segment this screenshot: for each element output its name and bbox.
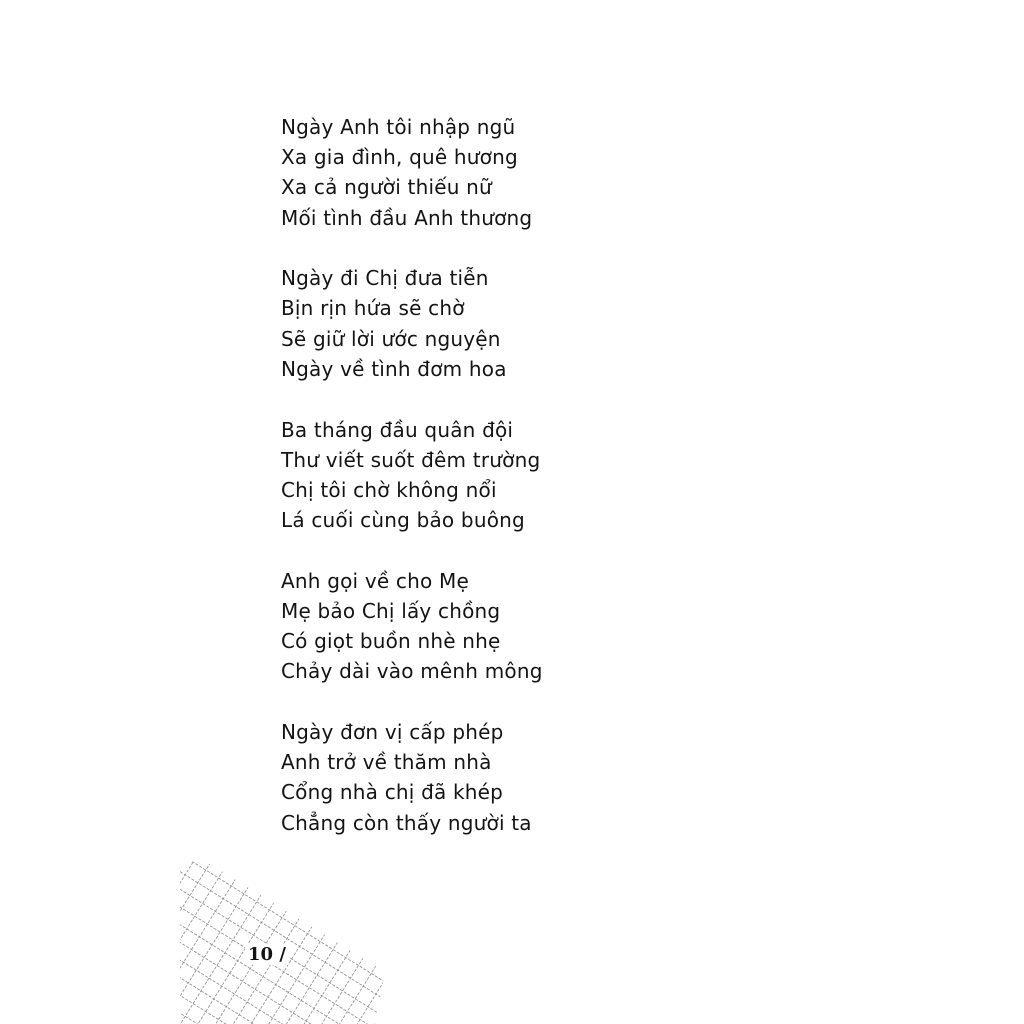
poem-line: Xa cả người thiếu nữ (281, 175, 492, 200)
poem-line: Chảy dài vào mênh mông (281, 659, 543, 684)
poem-line: Chị tôi chờ không nổi (281, 477, 497, 502)
poem-line: Thư viết suốt đêm trường (281, 447, 541, 472)
stanza-1 (281, 112, 543, 233)
poem-line: Lá cuối cùng bảo buông (281, 508, 525, 533)
grid-paper-decoration (180, 860, 390, 1024)
poem-line: Xa gia đình, quê hương (281, 145, 518, 170)
poem-line: Mối tình đầu Anh thương (281, 205, 533, 230)
poem-line: Ba tháng đầu quân đội (281, 417, 514, 442)
poem-line: Anh trở về thăm nhà (281, 750, 492, 775)
poem-line: Bịn rịn hứa sẽ chờ (281, 296, 465, 321)
stanza-4 (281, 566, 543, 687)
poem-line: Anh gọi về cho Mẹ (281, 568, 469, 593)
poem-line: Có giọt buồn nhè nhẹ (281, 629, 501, 654)
poem-line: Cổng nhà chị đã khép (281, 780, 504, 805)
poem-line: Ngày về tình đơm hoa (281, 356, 507, 381)
page-number: 10 / (245, 944, 289, 965)
poem-line: Ngày đơn vị cấp phép (281, 720, 504, 744)
poem (281, 112, 543, 868)
poem-line: Sẽ giữ lời ước nguyện (281, 326, 501, 351)
poem-line: Ngày đi Chị đưa tiễn (281, 266, 489, 291)
poem-line: Chẳng còn thấy người ta (281, 810, 532, 835)
stanza-2 (281, 263, 543, 384)
poem-line: Ngày Anh tôi nhập ngũ (281, 115, 516, 139)
stanza-3 (281, 415, 543, 536)
poem-line: Mẹ bảo Chị lấy chồng (281, 598, 501, 623)
stanza-5 (281, 717, 543, 838)
